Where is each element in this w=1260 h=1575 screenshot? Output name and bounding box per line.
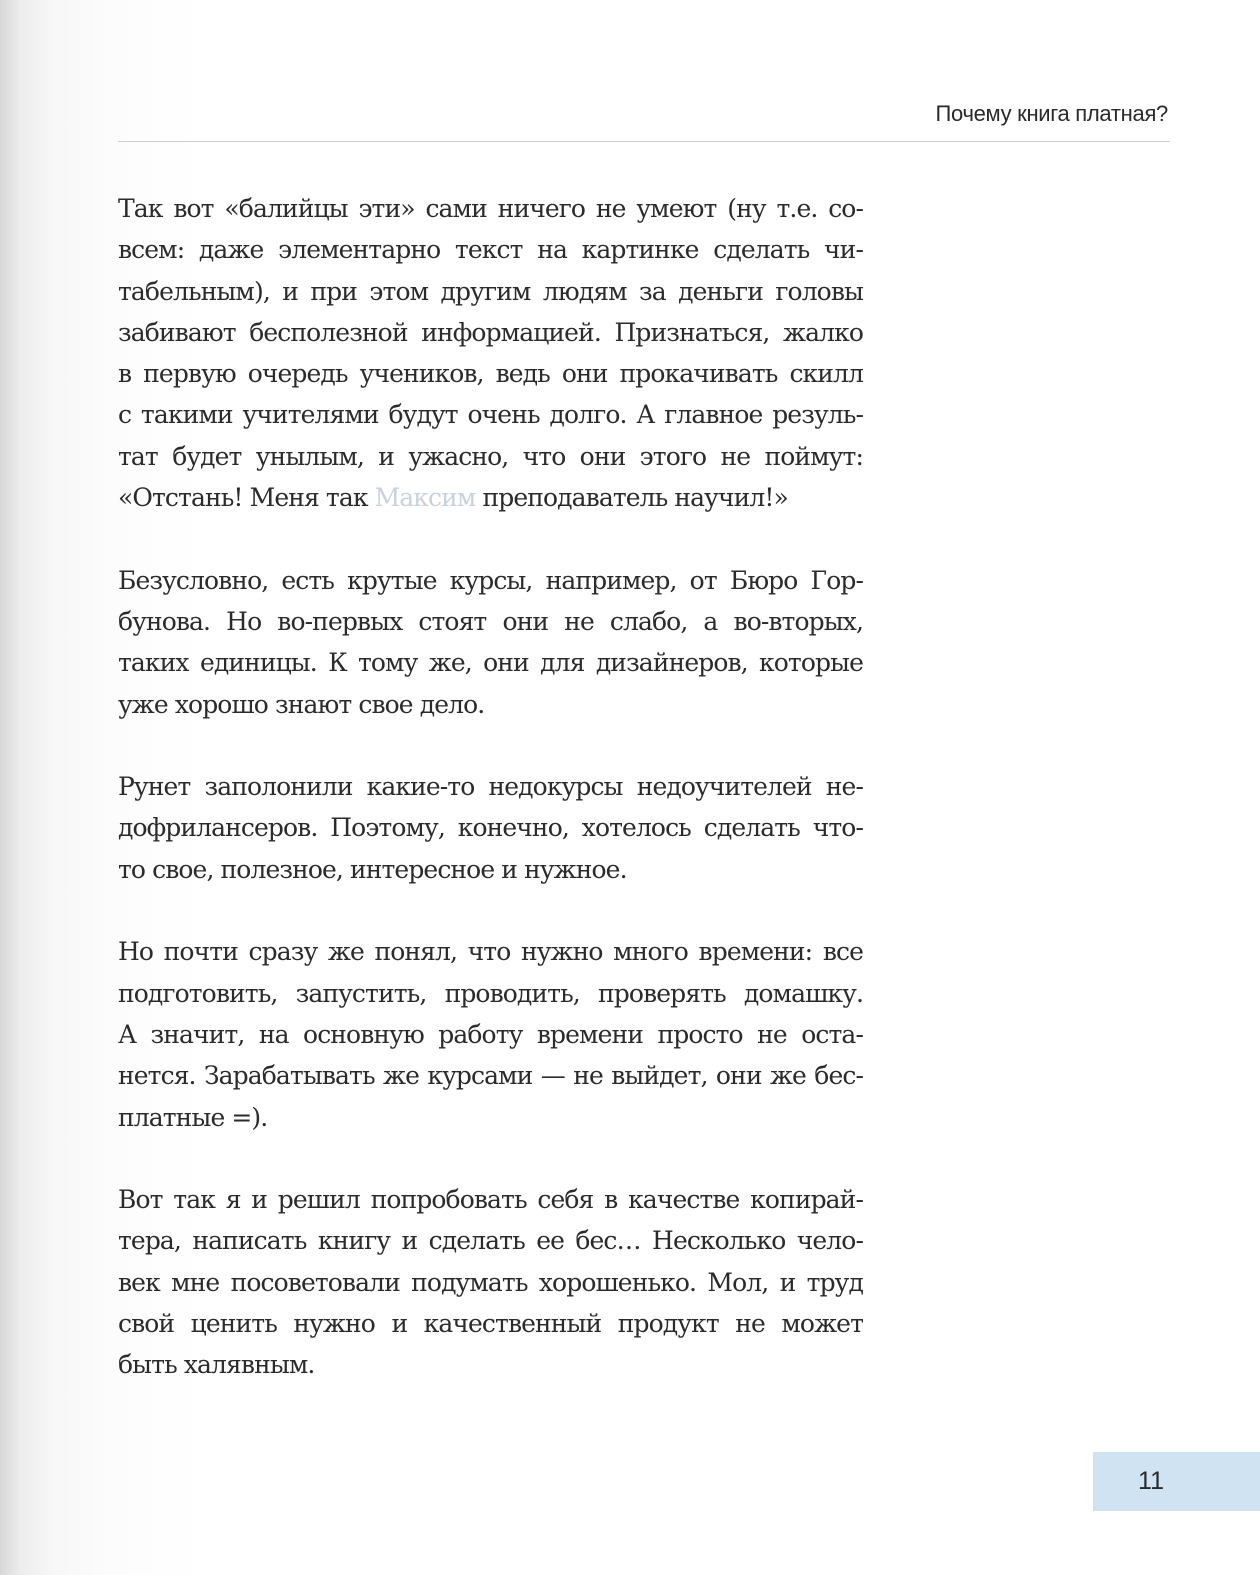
paragraph-2	[118, 560, 863, 725]
paragraph-4	[118, 931, 863, 1137]
text-line: А значит, на основную работу времени просто не оста-	[118, 1019, 863, 1049]
text-line: век мне посоветовали подумать хорошенько. Мол, и труд	[118, 1267, 863, 1297]
text-line: нется. Зарабатывать же курсами — не выйдет, они же бес-	[118, 1061, 863, 1091]
text-line	[118, 477, 863, 518]
page-number: 11	[1138, 1467, 1164, 1495]
text-line: то свое, полезное, интересное и нужное.	[118, 854, 627, 884]
paragraph-3	[118, 766, 863, 890]
text-line: тера, написать книгу и сделать ее бес… Несколько чело-	[118, 1226, 863, 1256]
text-line: свой ценить нужно и качественный продукт не может	[118, 1309, 863, 1339]
text-line: уже хорошо знают свое дело.	[118, 689, 485, 719]
text-line: тат будет унылым, и ужасно, что они этого не поймут:	[118, 441, 863, 471]
text-line: таких единицы. К тому же, они для дизайнеров, которые	[118, 648, 863, 678]
text-line: табельным), и при этом другим людям за деньги головы	[118, 276, 863, 306]
paragraph-5	[118, 1179, 863, 1385]
text-line: Вот так я и решил попробовать себя в качестве копирай-	[118, 1185, 863, 1215]
text-line: быть халявным.	[118, 1350, 315, 1380]
text-line: Но почти сразу же понял, что нужно много времени: все	[118, 937, 863, 967]
text-line: платные =).	[118, 1102, 268, 1132]
header-divider	[118, 141, 1170, 142]
text-line: дофрилансеров. Поэтому, конечно, хотелось сделать что-	[118, 813, 863, 843]
text-line: в первую очередь учеников, ведь они прокачивать скилл	[118, 359, 863, 389]
text-line: Безусловно, есть крутые курсы, например, от Бюро Гор-	[118, 565, 863, 595]
text-line: забивают бесполезной информацией. Признаться, жалко	[118, 317, 863, 347]
text-line: Рунет заполонили какие-то недокурсы недоучителей не-	[118, 772, 863, 802]
paragraph-1	[118, 188, 863, 518]
quote-start: «Отстань! Меня так	[118, 483, 375, 513]
text-line: всем: даже элементарно текст на картинке сделать чи-	[118, 235, 863, 265]
faded-word: Максим	[374, 483, 476, 513]
text-line: Так вот «балийцы эти» сами ничего не умеют (ну т.е. со-	[118, 194, 863, 223]
text-line: бунова. Но во-первых стоят они не слабо, а во-вторых,	[118, 606, 863, 636]
quote-end: преподаватель научил!»	[475, 483, 788, 513]
body-text	[118, 188, 863, 1386]
text-line: подготовить, запустить, проводить, проверять домашку.	[118, 978, 863, 1008]
running-header-title: Почему книга платная?	[935, 101, 1168, 126]
text-line: с такими учителями будут очень долго. А главное резуль-	[118, 400, 863, 430]
